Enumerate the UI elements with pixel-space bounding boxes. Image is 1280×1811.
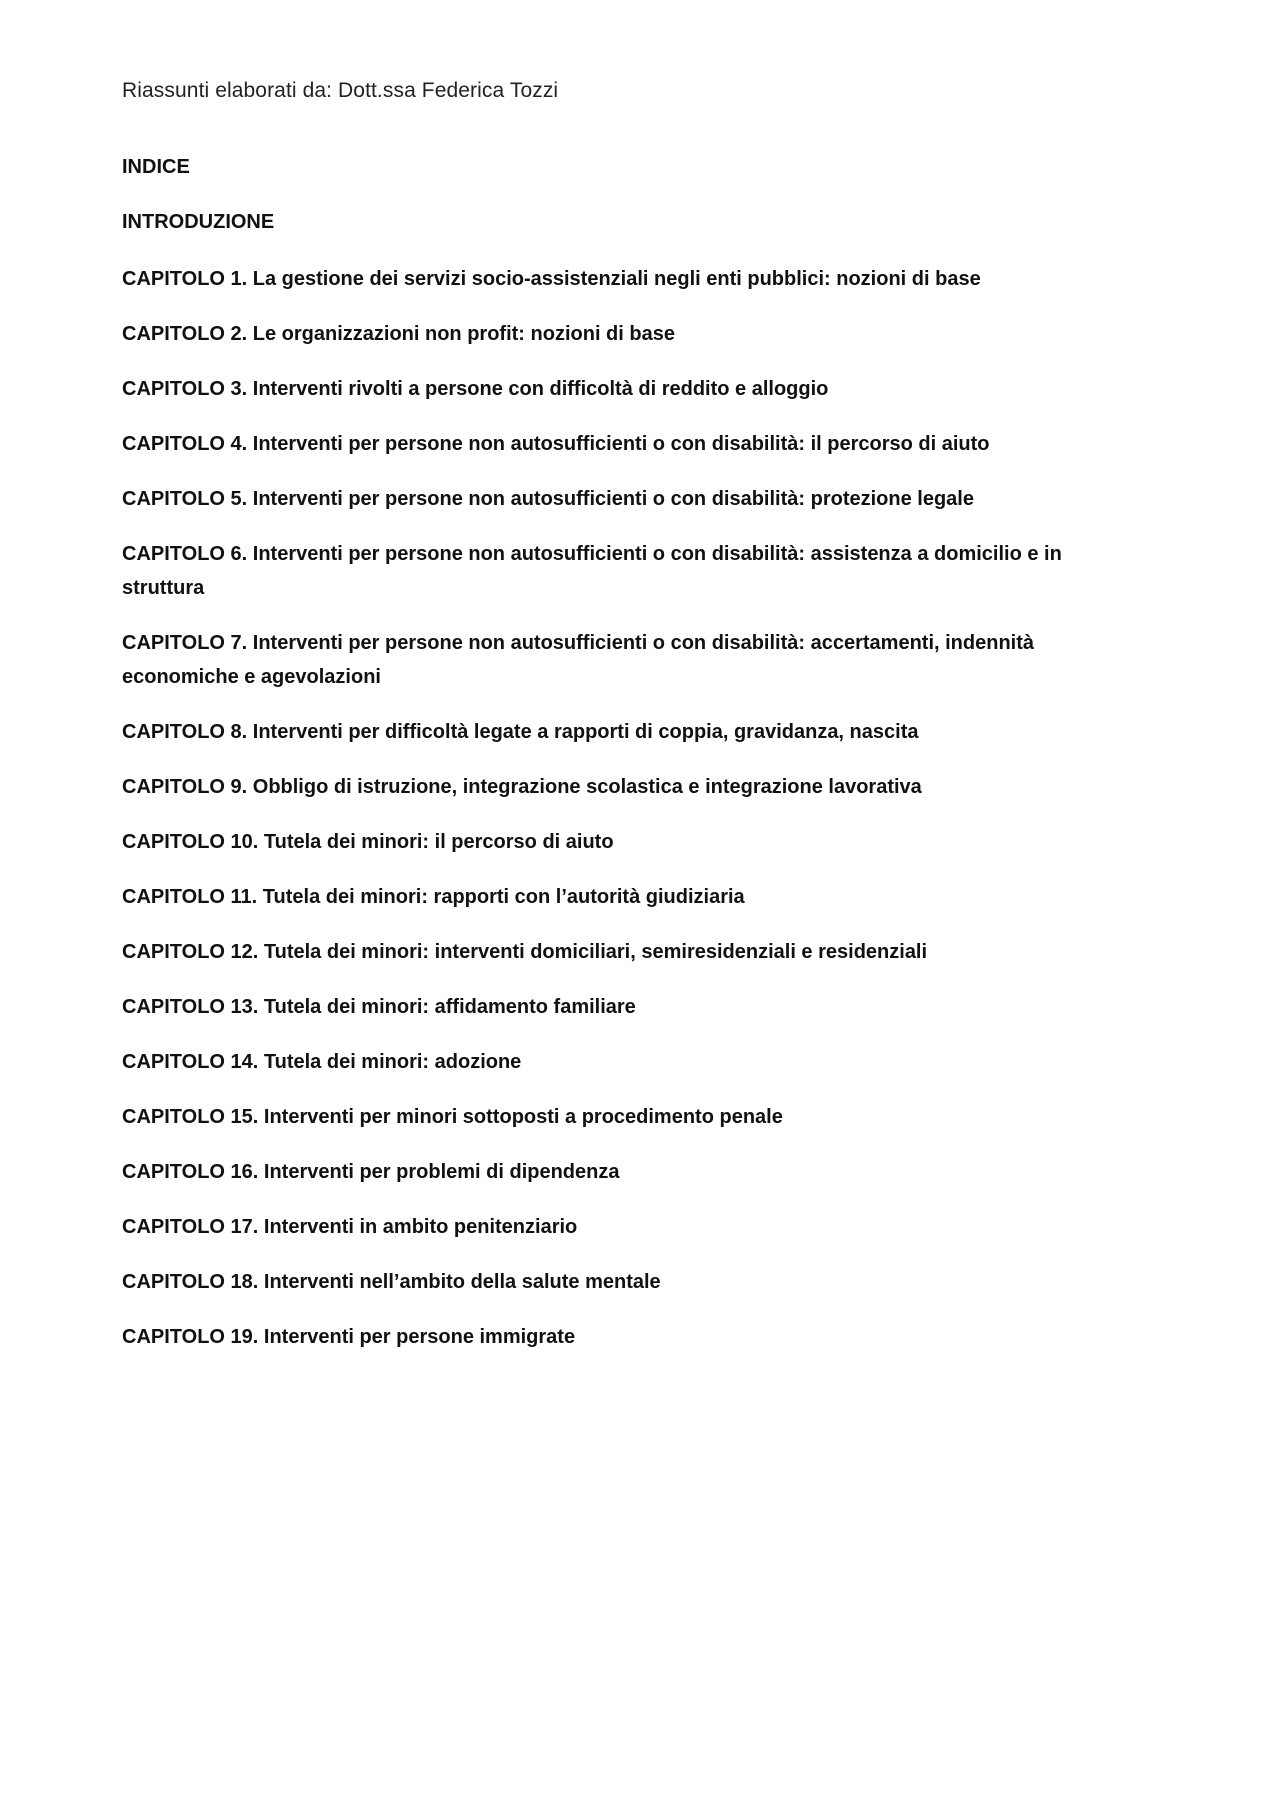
chapter-18: CAPITOLO 18. Interventi nell’ambito della salute mentale <box>122 1271 661 1293</box>
chapter-11: CAPITOLO 11. Tutela dei minori: rapporti con l’autorità giudiziaria <box>122 886 745 908</box>
chapter-13: CAPITOLO 13. Tutela dei minori: affidamento familiare <box>122 996 636 1018</box>
chapter-1: CAPITOLO 1. La gestione dei servizi socio-assistenziali negli enti pubblici: nozioni di base <box>122 268 981 290</box>
chapter-15: CAPITOLO 15. Interventi per minori sottoposti a procedimento penale <box>122 1106 783 1128</box>
chapter-5: CAPITOLO 5. Interventi per persone non autosufficienti o con disabilità: protezione legale <box>122 488 974 510</box>
chapter-12: CAPITOLO 12. Tutela dei minori: interventi domiciliari, semiresidenziali e residenziali <box>122 941 928 963</box>
chapter-6: CAPITOLO 6. Interventi per persone non autosufficienti o con disabilità: assistenza a domicilio e in struttura <box>122 543 1062 599</box>
chapter-9: CAPITOLO 9. Obbligo di istruzione, integrazione scolastica e integrazione lavorativa <box>122 776 922 798</box>
chapter-17: CAPITOLO 17. Interventi in ambito penitenziario <box>122 1216 578 1238</box>
chapter-14: CAPITOLO 14. Tutela dei minori: adozione <box>122 1051 522 1073</box>
chapter-16: CAPITOLO 16. Interventi per problemi di dipendenza <box>122 1161 620 1183</box>
chapter-2: CAPITOLO 2. Le organizzazioni non profit: nozioni di base <box>122 323 675 345</box>
chapter-7: CAPITOLO 7. Interventi per persone non autosufficienti o con disabilità: accertamenti, indennità economiche e agevolazioni <box>122 632 1035 688</box>
page-content <box>122 76 1112 1375</box>
chapter-4: CAPITOLO 4. Interventi per persone non autosufficienti o con disabilità: il percorso di aiuto <box>122 433 990 455</box>
chapter-19: CAPITOLO 19. Interventi per persone immigrate <box>122 1326 576 1348</box>
table-of-contents <box>122 262 1112 1354</box>
chapter-10: CAPITOLO 10. Tutela dei minori: il percorso di aiuto <box>122 831 614 853</box>
chapter-3: CAPITOLO 3. Interventi rivolti a persone con difficoltà di reddito e alloggio <box>122 378 829 400</box>
introduction-heading: INTRODUZIONE <box>122 211 275 233</box>
chapter-8: CAPITOLO 8. Interventi per difficoltà legate a rapporti di coppia, gravidanza, nascita <box>122 721 919 743</box>
author-line: Riassunti elaborati da: Dott.ssa Federica Tozzi <box>122 79 559 102</box>
index-title: INDICE <box>122 156 190 178</box>
